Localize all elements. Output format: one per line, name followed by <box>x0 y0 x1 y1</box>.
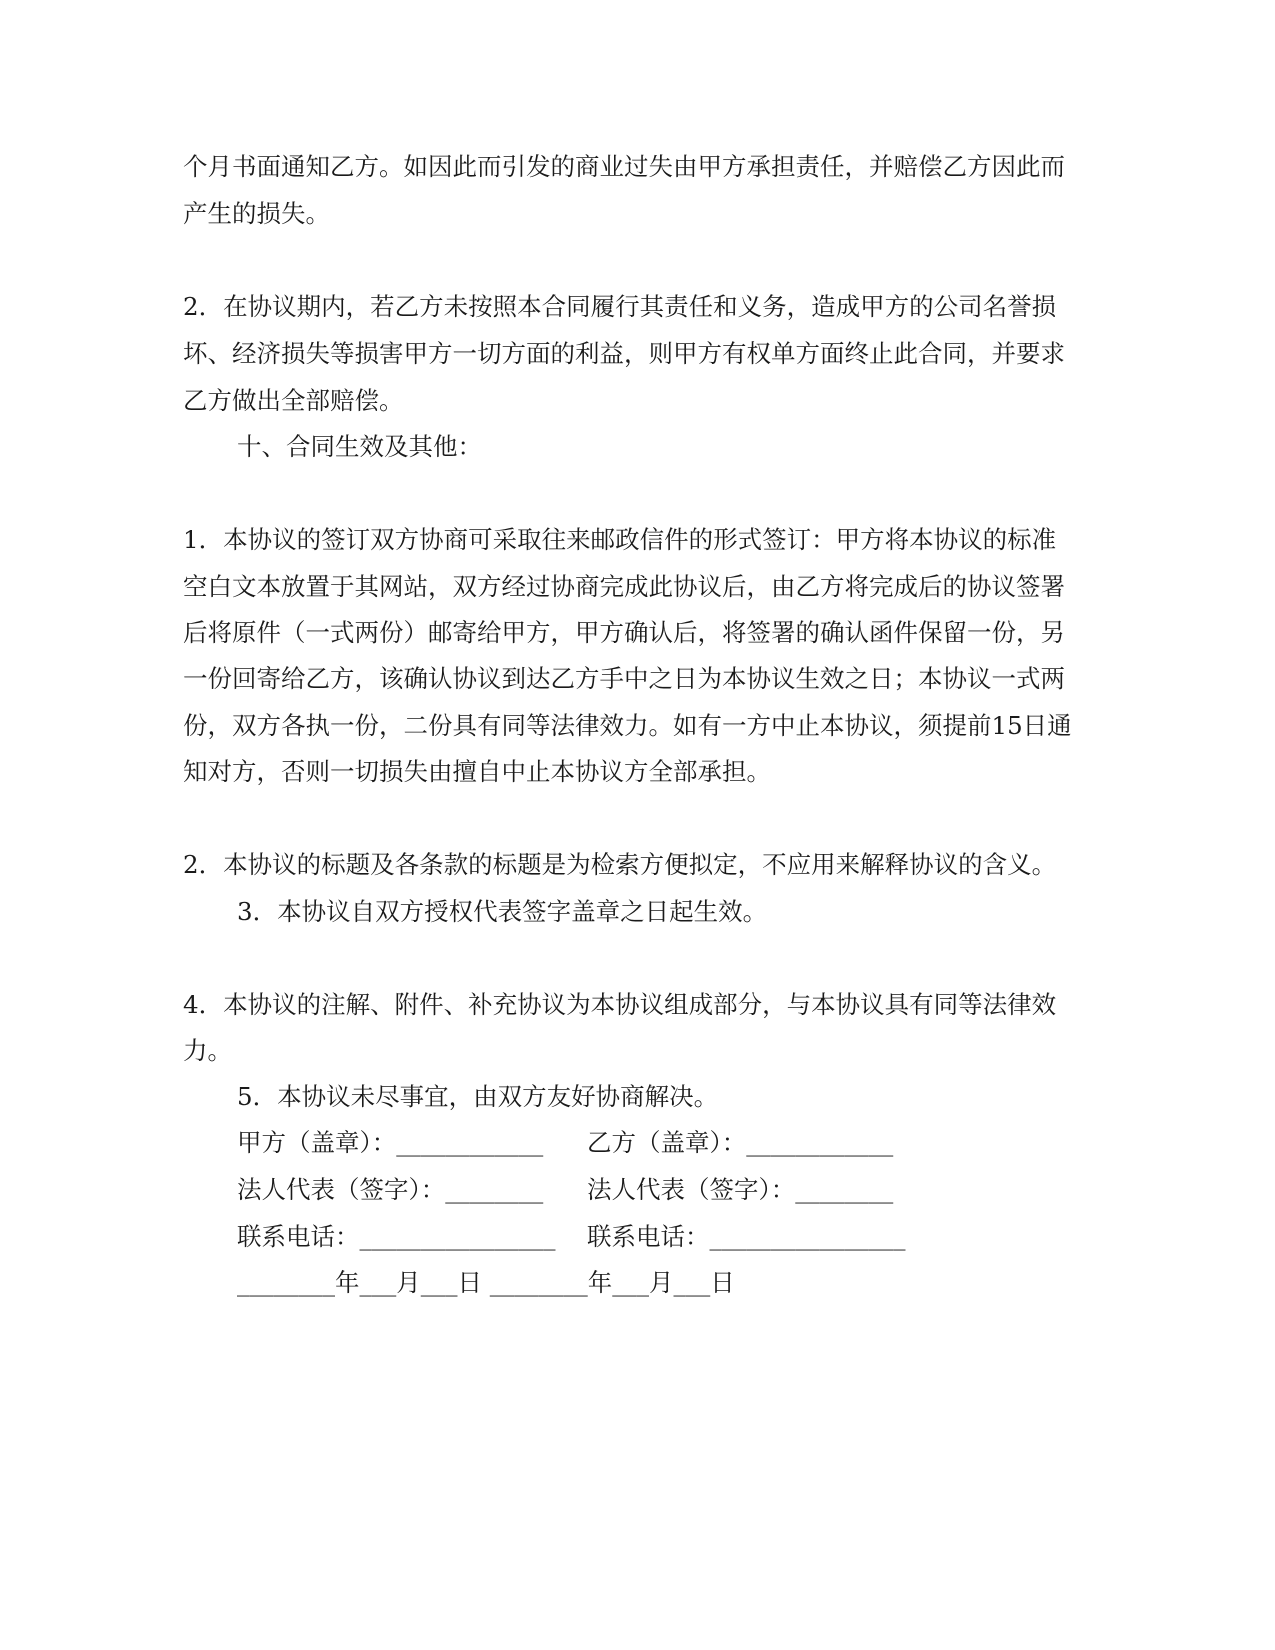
party-a-legal-rep-field: 法人代表（签字）：________ <box>237 1175 544 1204</box>
paragraph-line: 产生的损失。 <box>183 199 330 228</box>
party-b-seal-field: 乙方（盖章）：____________ <box>587 1128 894 1157</box>
clause-10-1-line: 知对方，否则一切损失由擅自中止本协议方全部承担。 <box>183 757 771 786</box>
clause-10-1-line: 后将原件（一式两份）邮寄给甲方，甲方确认后，将签署的确认函件保留一份，另 <box>183 618 1065 647</box>
clause-9-2-line: 2．在协议期内，若乙方未按照本合同履行其责任和义务，造成甲方的公司名誉损 <box>183 292 1057 321</box>
clause-10-3: 3．本协议自双方授权代表签字盖章之日起生效。 <box>237 897 768 926</box>
clause-10-2: 2．本协议的标题及各条款的标题是为检索方便拟定，不应用来解释协议的含义。 <box>183 850 1057 879</box>
clause-10-4-line: 力。 <box>183 1036 232 1065</box>
clause-10-1-line: 空白文本放置于其网站，双方经过协商完成此协议后，由乙方将完成后的协议签署 <box>183 572 1065 601</box>
party-a-phone-field: 联系电话：________________ <box>237 1222 556 1251</box>
paragraph-line: 个月书面通知乙方。如因此而引发的商业过失由甲方承担责任，并赔偿乙方因此而 <box>183 152 1065 181</box>
clause-9-2-line: 坏、经济损失等损害甲方一切方面的利益，则甲方有权单方面终止此合同，并要求 <box>183 339 1065 368</box>
clause-10-1-line: 一份回寄给乙方，该确认协议到达乙方手中之日为本协议生效之日；本协议一式两 <box>183 664 1065 693</box>
clause-10-5: 5．本协议未尽事宜，由双方友好协商解决。 <box>237 1082 719 1111</box>
date-fields: ________年___月___日 ________年___月___日 <box>237 1268 735 1297</box>
clause-10-1-line: 份，双方各执一份，二份具有同等法律效力。如有一方中止本协议，须提前15日通 <box>183 711 1072 740</box>
clause-9-2-line: 乙方做出全部赔偿。 <box>183 386 404 415</box>
party-a-seal-field: 甲方（盖章）：____________ <box>237 1128 544 1157</box>
clause-10-1-line: 1．本协议的签订双方协商可采取往来邮政信件的形式签订：甲方将本协议的标准 <box>183 525 1057 554</box>
section-heading: 十、合同生效及其他： <box>237 432 482 461</box>
clause-10-4-line: 4．本协议的注解、附件、补充协议为本协议组成部分，与本协议具有同等法律效 <box>183 990 1057 1019</box>
party-b-phone-field: 联系电话：________________ <box>587 1222 906 1251</box>
party-b-legal-rep-field: 法人代表（签字）：________ <box>587 1175 894 1204</box>
